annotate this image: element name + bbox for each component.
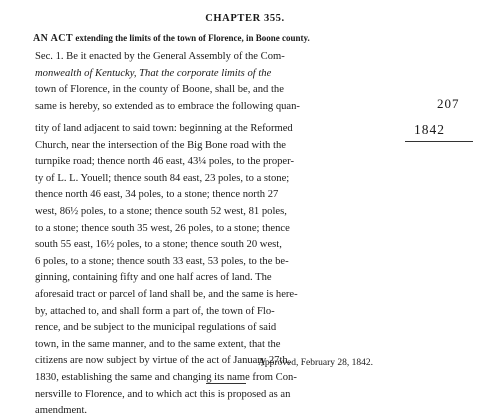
text-line: town, in the same manner, and to the same extent, that the: [35, 338, 281, 350]
text-line: rence, and be subject to the municipal regulations of said: [35, 322, 277, 334]
text-line: ty of L. L. Youell; thence south 84 east, 23 poles, to a stone;: [35, 172, 290, 184]
text-line: citizens are now subject by virtue of the act of January 27th,: [35, 355, 291, 367]
margin-page-number: 207: [437, 96, 460, 111]
margin-rule: [405, 141, 473, 142]
chapter-heading: CHAPTER 355.: [205, 13, 285, 24]
text-line: by, attached to, and shall form a part of, the town of Flo-: [35, 305, 275, 317]
text-line: Sec. 1. Be it enacted by the General Assembly of the Com-: [35, 51, 285, 62]
text-line: nersville to Florence, and to which act this is proposed as an: [35, 388, 291, 400]
text-line: monwealth of Kentucky, That the corporate limits of the: [35, 67, 272, 79]
act-title: [33, 33, 433, 44]
text-line: aforesaid tract or parcel of land shall be, and the same is here-: [35, 288, 298, 300]
bottom-rule: [206, 383, 246, 384]
text-line: ginning, containing fifty and one half acres of land. The: [35, 272, 272, 284]
section-1-body: [35, 121, 402, 420]
act-title-text: extending the limits of the town of Florence, in Boone county.: [75, 33, 310, 43]
text-line: Church, near the intersection of the Big Bone road with the: [35, 139, 286, 151]
text-line: 1830, establishing the same and changing its name from Con-: [35, 371, 297, 383]
text-line: turnpike road; thence north 46 east, 43¼ poles, to the proper-: [35, 156, 294, 168]
approval-note: Approved, February 28, 1842.: [258, 358, 374, 368]
text-line: tity of land adjacent to said town: beginning at the Reformed: [35, 123, 293, 134]
text-line: south 55 east, 16½ poles, to a stone; thence south 20 west,: [35, 239, 282, 251]
text-line: to a stone; thence south 35 west, 26 poles, to a stone; thence: [35, 222, 290, 234]
text-line: amendment.: [35, 405, 88, 417]
act-title-lead: AN ACT: [33, 33, 73, 44]
section-1-opening: [35, 49, 402, 115]
text-line: same is hereby, so extended as to embrace the following quan-: [35, 100, 300, 112]
text-line: town of Florence, in the county of Boone, shall be, and the: [35, 84, 284, 96]
text-line: 6 poles, to a stone; thence south 33 east, 53 poles, to the be-: [35, 255, 289, 267]
text-line: west, 86½ poles, to a stone; thence south 52 west, 81 poles,: [35, 205, 287, 217]
text-line: thence north 46 east, 34 poles, to a stone; thence north 27: [35, 189, 279, 201]
margin-year: 1842: [414, 122, 445, 137]
